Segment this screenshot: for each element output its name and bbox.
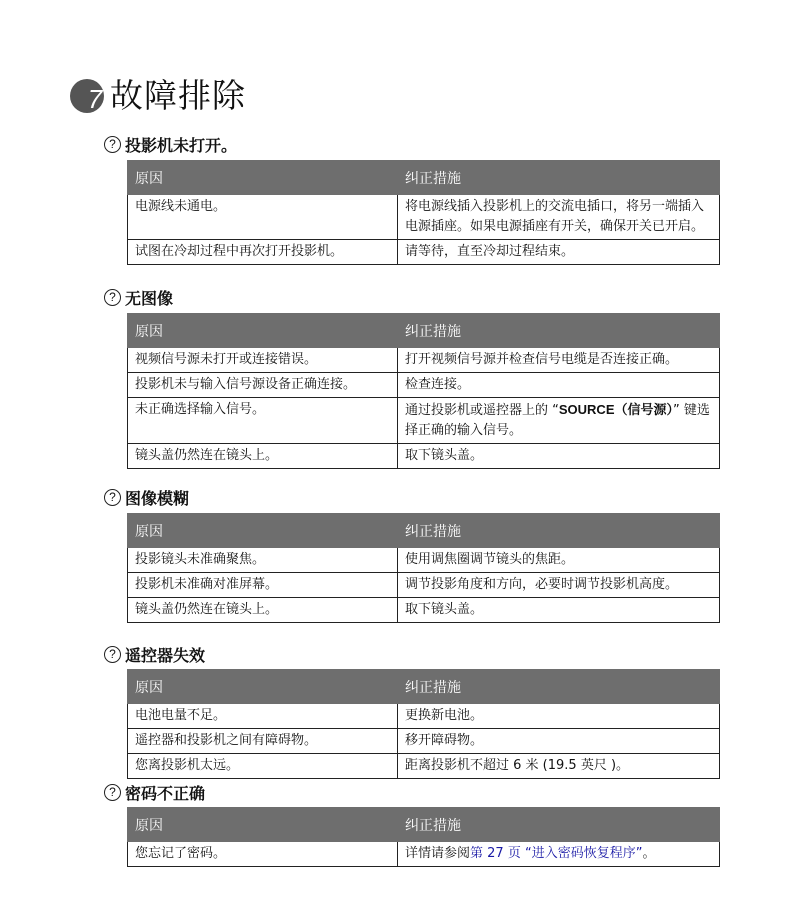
- cause-cell: 电池电量不足。: [128, 704, 398, 729]
- troubleshoot-table: [127, 513, 720, 623]
- troubleshoot-table: [127, 669, 720, 779]
- chapter-number: 7: [87, 84, 103, 114]
- remedy-cell: 打开视频信号源并检查信号电缆是否连接正确。: [398, 348, 720, 373]
- remedy-cell: 取下镜头盖。: [398, 444, 720, 469]
- table-row: [128, 444, 720, 469]
- table-row: [128, 348, 720, 373]
- column-header-cause: 原因: [128, 670, 398, 704]
- troubleshoot-table: [127, 160, 720, 265]
- table-row: [128, 398, 720, 444]
- section-title: 无图像: [125, 288, 174, 308]
- table-header-row: [128, 314, 720, 348]
- remedy-text-post: ” 键选择正确的输入信号。: [405, 403, 710, 438]
- remedy-cell: 更换新电池。: [398, 704, 720, 729]
- remedy-cell: [398, 398, 720, 444]
- column-header-remedy: 纠正措施: [398, 514, 720, 548]
- cause-cell: 电源线未通电。: [128, 195, 398, 240]
- troubleshoot-table: [127, 807, 720, 867]
- remedy-text-pre: 通过投影机或遥控器上的 “: [405, 403, 559, 418]
- section-title: 遥控器失效: [125, 645, 206, 665]
- remedy-cell: 取下镜头盖。: [398, 598, 720, 623]
- section-title: 密码不正确: [125, 783, 206, 803]
- question-icon: ?: [104, 646, 121, 663]
- column-header-cause: 原因: [128, 808, 398, 842]
- table-header-row: [128, 670, 720, 704]
- remedy-text-pre: 详情请参阅: [405, 846, 471, 861]
- question-icon: ?: [104, 489, 121, 506]
- cause-cell: 试图在冷却过程中再次打开投影机。: [128, 240, 398, 265]
- column-header-remedy: 纠正措施: [398, 808, 720, 842]
- remedy-cell: 将电源线插入投影机上的交流电插口，将另一端插入电源插座。如果电源插座有开关，确保开关已开启。: [398, 195, 720, 240]
- source-key-label: SOURCE（信号源）: [558, 402, 673, 417]
- table-row: [128, 754, 720, 779]
- remedy-cell: 请等待，直至冷却过程结束。: [398, 240, 720, 265]
- cause-cell: 镜头盖仍然连在镜头上。: [128, 598, 398, 623]
- remedy-cell: [398, 842, 720, 867]
- column-header-remedy: 纠正措施: [398, 161, 720, 195]
- remedy-cell: 距离投影机不超过 6 米 (19.5 英尺 )。: [398, 754, 720, 779]
- cause-cell: 未正确选择输入信号。: [128, 398, 398, 444]
- column-header-remedy: 纠正措施: [398, 670, 720, 704]
- cause-cell: 投影机未与输入信号源设备正确连接。: [128, 373, 398, 398]
- cause-cell: 投影机未准确对准屏幕。: [128, 573, 398, 598]
- section-heading: [104, 133, 237, 155]
- remedy-cell: 移开障碍物。: [398, 729, 720, 754]
- remedy-cell: 检查连接。: [398, 373, 720, 398]
- column-header-cause: 原因: [128, 161, 398, 195]
- table-row: [128, 573, 720, 598]
- remedy-text-post: 。: [642, 846, 656, 861]
- section-heading: [104, 486, 189, 508]
- section-heading: [104, 781, 205, 803]
- section-heading: [104, 643, 205, 665]
- cause-cell: 遥控器和投影机之间有障碍物。: [128, 729, 398, 754]
- table-row: [128, 729, 720, 754]
- section-heading: [104, 286, 173, 308]
- troubleshoot-table: [127, 313, 720, 469]
- column-header-cause: 原因: [128, 514, 398, 548]
- cause-cell: 视频信号源未打开或连接错误。: [128, 348, 398, 373]
- table-row: [128, 373, 720, 398]
- table-row: [128, 195, 720, 240]
- table-row: [128, 704, 720, 729]
- question-icon: ?: [104, 136, 121, 153]
- question-icon: ?: [104, 784, 121, 801]
- page-reference-link[interactable]: 第 27 页 “进入密码恢复程序”: [470, 846, 643, 861]
- column-header-cause: 原因: [128, 314, 398, 348]
- cause-cell: 镜头盖仍然连在镜头上。: [128, 444, 398, 469]
- page-title: 故障排除: [110, 76, 246, 115]
- cause-cell: 您离投影机太远。: [128, 754, 398, 779]
- cause-cell: 您忘记了密码。: [128, 842, 398, 867]
- cause-cell: 投影镜头未准确聚焦。: [128, 548, 398, 573]
- remedy-cell: 使用调焦圈调节镜头的焦距。: [398, 548, 720, 573]
- table-row: [128, 598, 720, 623]
- table-row: [128, 548, 720, 573]
- table-header-row: [128, 514, 720, 548]
- table-row: [128, 240, 720, 265]
- question-icon: ?: [104, 289, 121, 306]
- table-header-row: [128, 808, 720, 842]
- section-title: 图像模糊: [125, 488, 190, 508]
- section-title: 投影机未打开。: [125, 135, 238, 155]
- column-header-remedy: 纠正措施: [398, 314, 720, 348]
- table-header-row: [128, 161, 720, 195]
- remedy-cell: 调节投影角度和方向，必要时调节投影机高度。: [398, 573, 720, 598]
- table-row: [128, 842, 720, 867]
